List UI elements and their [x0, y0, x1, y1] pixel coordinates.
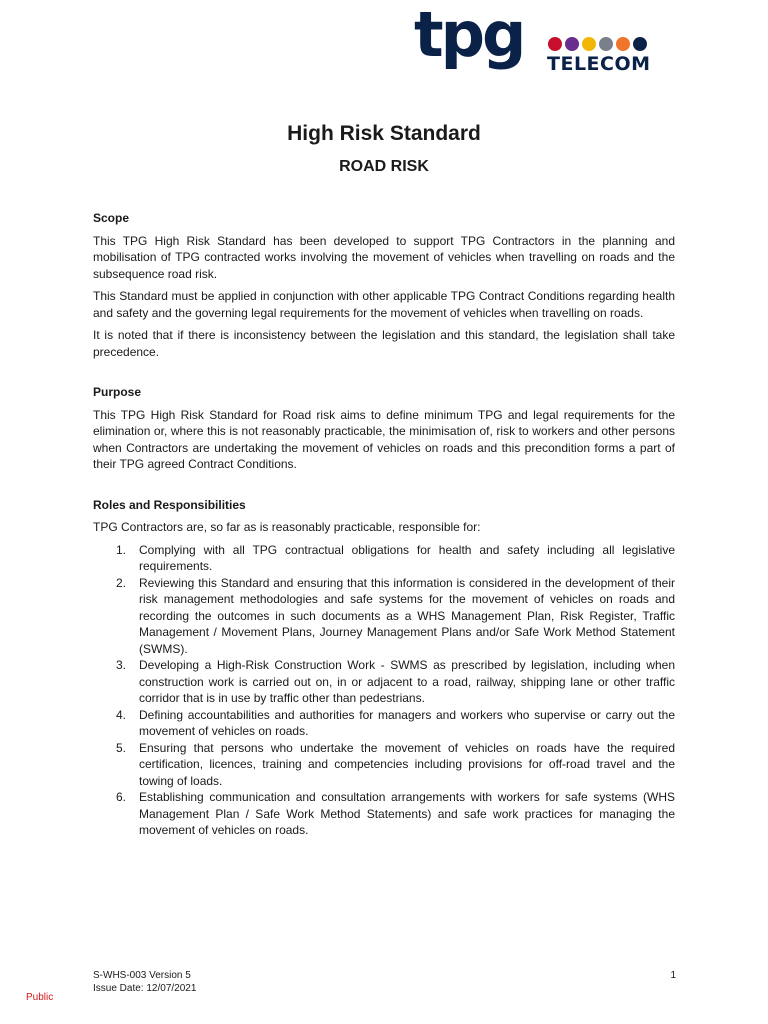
list-number: 2. — [116, 575, 127, 590]
scope-heading: Scope — [93, 211, 130, 225]
logo-dots — [548, 37, 647, 51]
logo-dot-2 — [565, 37, 579, 51]
list-number: 4. — [116, 707, 127, 722]
scope-paragraph: This Standard must be applied in conjunction with other applicable TPG Contract Conditions regarding health and safety and the governing legal requirements for the movement of vehicles when travelling on roads. — [93, 289, 675, 320]
logo-dot-1 — [548, 37, 562, 51]
list-item — [93, 707, 675, 740]
logo-dot-6 — [633, 37, 647, 51]
footer-issue-date: Issue Date: 12/07/2021 — [93, 983, 197, 994]
roles-section — [93, 497, 675, 839]
list-text: Establishing communication and consultation arrangements with workers for safe systems (WHS Management Plan / Safe Work Method Statements) and safe work practices for managing the movement of vehicles on roads. — [139, 790, 675, 837]
list-number: 1. — [116, 542, 127, 557]
list-text: Ensuring that persons who undertake the movement of vehicles on roads have the required certification, licences, training and competencies including provisions for off-road travel and the towing of loads. — [139, 740, 675, 788]
logo-dot-3 — [582, 37, 596, 51]
list-text: Reviewing this Standard and ensuring that this information is considered in the development of their risk management methodologies and safe systems for the movement of vehicles on roads and recording the outcomes in such documents as a WHS Management Plan, Risk Register, Traffic Management / Movement Plans, Journey Management Plans and/or Safe Work Method Statement (SWMS). — [139, 575, 675, 656]
document-subtitle: ROAD RISK — [339, 158, 429, 175]
classification-label: Public — [26, 992, 54, 1003]
tpg-telecom-logo — [414, 0, 676, 94]
logo-subtext: TELECOM — [547, 53, 651, 75]
list-number: 3. — [116, 658, 127, 672]
scope-paragraph: This TPG High Risk Standard has been developed to support TPG Contractors in the planning and mobilisation of TPG contracted works involving the movement of vehicles when travelling on roads and the subsequence road risk. — [93, 233, 675, 281]
document-body — [93, 210, 675, 839]
logo-wordmark: tpg — [414, 0, 524, 71]
list-number: 5. — [116, 740, 127, 755]
purpose-section — [93, 384, 675, 473]
page-number: 1 — [670, 970, 676, 981]
logo-dot-5 — [616, 37, 630, 51]
footer-doc-info — [93, 969, 196, 995]
list-item — [93, 575, 675, 658]
scope-paragraph: It is noted that if there is inconsistency between the legislation and this standard, the legislation shall take precedence. — [93, 328, 675, 359]
list-text: Complying with all TPG contractual obligations for health and safety including all legislative requirements. — [139, 542, 675, 573]
roles-heading: Roles and Responsibilities — [93, 497, 246, 512]
document-title: High Risk Standard — [287, 122, 481, 145]
purpose-heading: Purpose — [93, 385, 142, 399]
list-item — [93, 740, 675, 790]
list-item — [93, 657, 675, 707]
scope-section — [93, 210, 675, 360]
roles-intro: TPG Contractors are, so far as is reasonably practicable, responsible for: — [93, 520, 481, 534]
purpose-paragraph: This TPG High Risk Standard for Road risk aims to define minimum TPG and legal requirements for the elimination or, where this is not reasonably practicable, the minimisation of, risk to workers and other persons when Contractors are undertaking the movement of vehicles on roads and this precondition forms a part of their TPG agreed Contract Conditions. — [93, 407, 675, 471]
responsibilities-list — [93, 542, 675, 839]
footer-doc-id: S-WHS-003 Version 5 — [93, 970, 191, 981]
list-text: Developing a High-Risk Construction Work - SWMS as prescribed by legislation, including when construction work is carried out on, in or adjacent to a road, railway, shipping lane or other traffic corridor that is in use by traffic other than pedestrians. — [139, 658, 675, 705]
list-item — [93, 789, 675, 839]
list-number: 6. — [116, 790, 127, 804]
list-text: Defining accountabilities and authorities for managers and workers who supervise or carry out the movement of vehicles on roads. — [139, 707, 675, 738]
logo-dot-4 — [599, 37, 613, 51]
list-item — [93, 542, 675, 575]
